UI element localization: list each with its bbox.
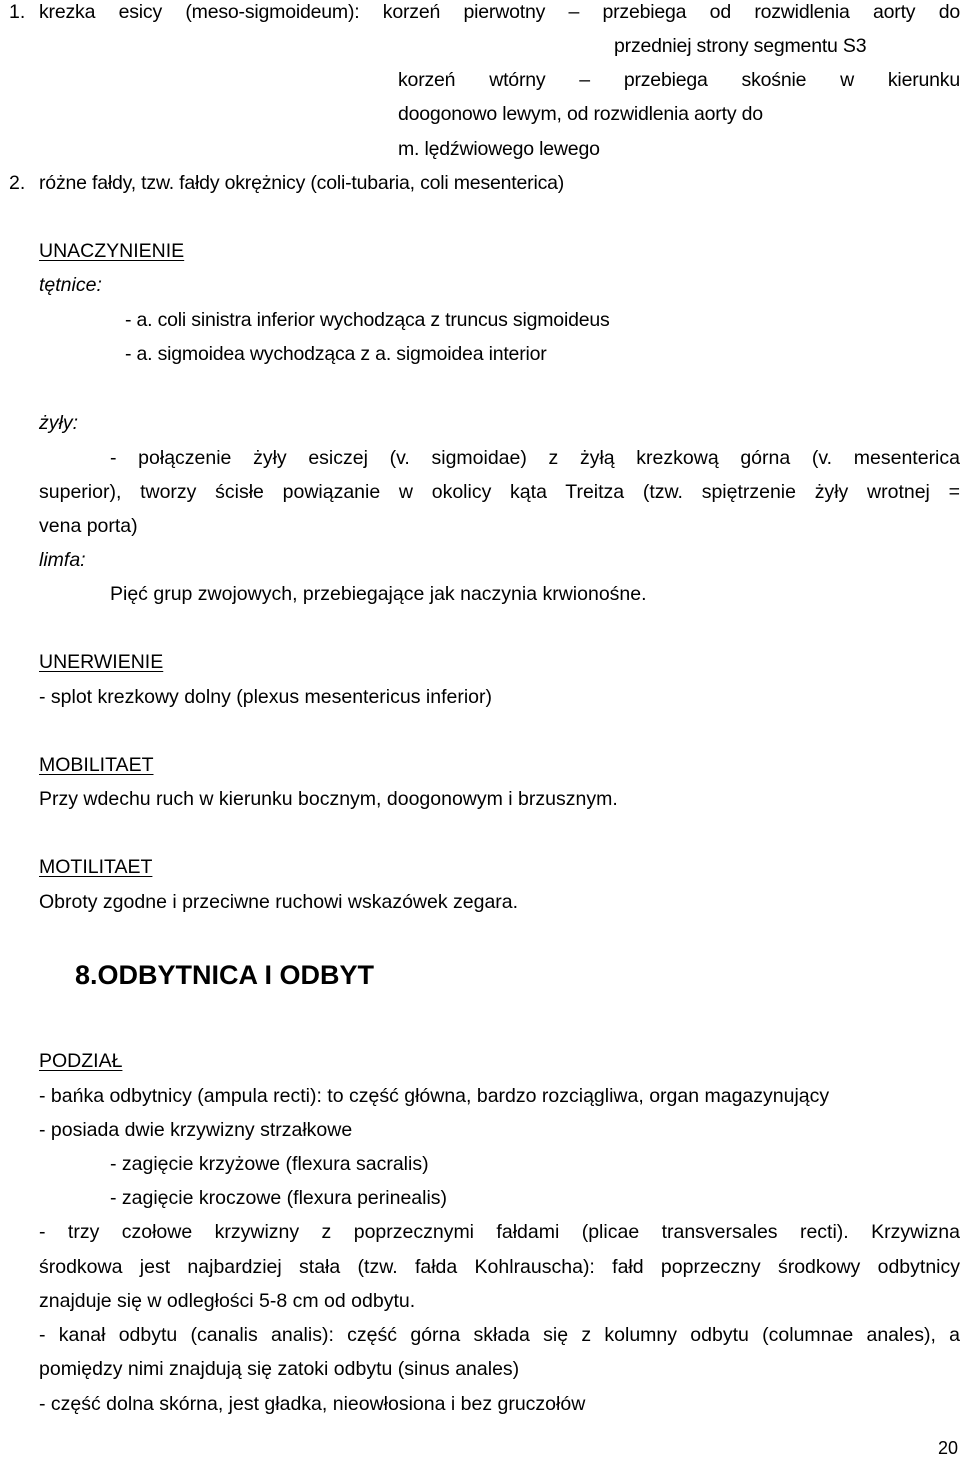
podzial-line-6: środkowa jest najbardziej stała (tzw. fałda Kohlrauscha): fałd poprzeczny środkowy odbytnicy xyxy=(39,1256,960,1278)
section-title-motilitaet: MOTILITAET xyxy=(39,856,153,878)
section-title-mobilitaet: MOBILITAET xyxy=(39,754,154,776)
list-item-1-line-5: m. lędźwiowego lewego xyxy=(398,138,600,160)
mobilitaet-text: Przy wdechu ruch w kierunku bocznym, doogonowym i brzusznym. xyxy=(39,788,618,810)
podzial-line-10: - część dolna skórna, jest gładka, nieowłosiona i bez gruczołów xyxy=(39,1393,586,1415)
label-tetnice: tętnice: xyxy=(39,274,102,296)
vein-line-1: - połączenie żyły esiczej (v. sigmoidae) z żyłą krezkową górna (v. mesenterica xyxy=(110,447,960,469)
podzial-line-7: znajduje się w odległości 5-8 cm od odbytu. xyxy=(39,1290,416,1312)
list-item-1-line-4: doogonowo lewym, od rozwidlenia aorty do xyxy=(398,103,763,125)
section-title-unerwienie: UNERWIENIE xyxy=(39,651,164,673)
podzial-line-4: - zagięcie kroczowe (flexura perinealis) xyxy=(110,1187,448,1209)
podzial-line-9: pomiędzy nimi znajdują się zatoki odbytu (sinus anales) xyxy=(39,1358,520,1380)
list-item-1-line-2: przedniej strony segmentu S3 xyxy=(614,35,867,57)
vein-line-2: superior), tworzy ścisłe powiązanie w okolicy kąta Treitza (tzw. spiętrzenie żyły wrotnej = xyxy=(39,481,960,503)
motilitaet-text: Obroty zgodne i przeciwne ruchowi wskazówek zegara. xyxy=(39,891,519,913)
podzial-line-5: - trzy czołowe krzywizny z poprzecznymi fałdami (plicae transversales recti). Krzywizna xyxy=(39,1221,960,1243)
list-item-2: różne fałdy, tzw. fałdy okrężnicy (coli-tubaria, coli mesenterica) xyxy=(39,172,565,194)
podzial-line-3: - zagięcie krzyżowe (flexura sacralis) xyxy=(110,1153,429,1175)
label-limfa: limfa: xyxy=(39,549,86,571)
podzial-line-8: - kanał odbytu (canalis analis): część górna składa się z kolumny odbytu (columnae anales), a xyxy=(39,1324,960,1346)
artery-1: - a. coli sinistra inferior wychodząca z truncus sigmoideus xyxy=(125,309,610,331)
lymph-text: Pięć grup zwojowych, przebiegające jak naczynia krwionośne. xyxy=(110,583,647,605)
subsection-title-podzial: PODZIAŁ xyxy=(39,1050,123,1072)
list-item-1-line-1: krezka esicy (meso-sigmoideum): korzeń pierwotny – przebiega od rozwidlenia aorty do xyxy=(39,1,960,23)
vein-line-3: vena porta) xyxy=(39,515,138,537)
page-number: 20 xyxy=(937,1438,958,1458)
list-number-2: 2. xyxy=(9,172,26,194)
list-item-1-line-3: korzeń wtórny – przebiega skośnie w kierunku xyxy=(398,69,960,91)
label-zyly: żyły: xyxy=(39,412,78,434)
unerwienie-text: - splot krezkowy dolny (plexus mesentericus inferior) xyxy=(39,686,492,708)
section-title-unaczynienie: UNACZYNIENIE xyxy=(39,240,185,262)
podzial-line-2: - posiada dwie krzywizny strzałkowe xyxy=(39,1119,353,1141)
list-number-1: 1. xyxy=(9,1,26,23)
podzial-line-1: - bańka odbytnicy (ampula recti): to część główna, bardzo rozciągliwa, organ magazynujący xyxy=(39,1085,830,1107)
section-heading-8: 8.ODBYTNICA I ODBYT xyxy=(75,960,375,990)
artery-2: - a. sigmoidea wychodząca z a. sigmoidea interior xyxy=(125,343,547,365)
